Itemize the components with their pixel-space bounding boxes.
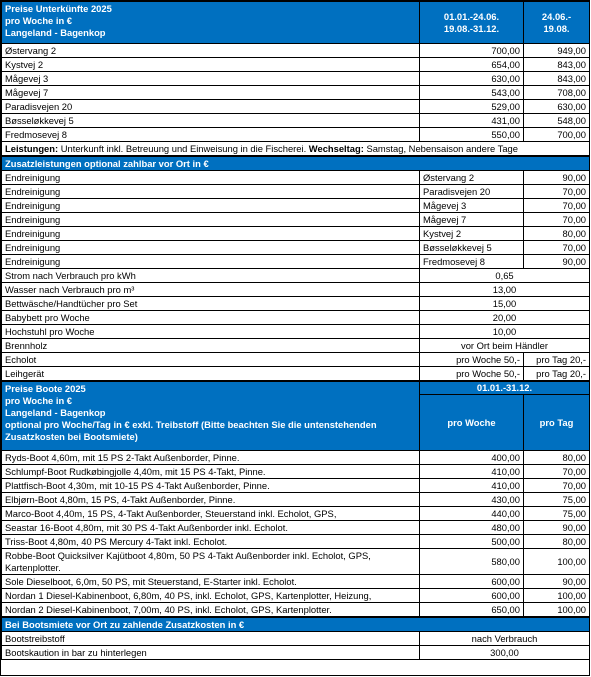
service-price: 90,00 bbox=[524, 255, 590, 269]
boat-day-price: 100,00 bbox=[524, 589, 590, 603]
boat-week-price: 650,00 bbox=[420, 603, 524, 617]
gear-week-price: pro Woche 50,- bbox=[420, 367, 524, 381]
boat-week-price: 430,00 bbox=[420, 493, 524, 507]
service-name: Endreinigung bbox=[2, 213, 420, 227]
accommodation-row bbox=[2, 58, 590, 72]
boat-row bbox=[2, 535, 590, 549]
service-price: 70,00 bbox=[524, 241, 590, 255]
cleaning-row bbox=[2, 199, 590, 213]
service-name: Endreinigung bbox=[2, 255, 420, 269]
accommodation-header-row bbox=[2, 2, 590, 44]
boat-row bbox=[2, 493, 590, 507]
boat-day-price: 80,00 bbox=[524, 535, 590, 549]
price-high-season: 843,00 bbox=[524, 72, 590, 86]
boat-period-header: 01.01.-31.12. bbox=[420, 382, 590, 395]
boat-day-price: 70,00 bbox=[524, 479, 590, 493]
boat-row bbox=[2, 507, 590, 521]
wechseltag-text: Samstag, Nebensaison andere Tage bbox=[363, 142, 518, 154]
accommodation-row bbox=[2, 114, 590, 128]
gear-day-price: pro Tag 20,- bbox=[524, 367, 590, 381]
house-name: Østervang 2 bbox=[420, 171, 524, 185]
leistungen-row bbox=[2, 142, 590, 156]
house-name: Paradisvejen 20 bbox=[2, 100, 420, 114]
extras-title: Zusatzleistungen optional zahlbar vor Ort in € bbox=[2, 157, 590, 171]
cleaning-row bbox=[2, 241, 590, 255]
boat-price-table bbox=[1, 381, 590, 617]
house-name: Bøsseløkkevej 5 bbox=[2, 114, 420, 128]
rental-gear-row bbox=[2, 367, 590, 381]
price-high-season: 630,00 bbox=[524, 100, 590, 114]
boat-day-header: pro Tag bbox=[524, 395, 590, 451]
boat-day-price: 75,00 bbox=[524, 507, 590, 521]
price-low-season: 654,00 bbox=[420, 58, 524, 72]
extra-row bbox=[2, 283, 590, 297]
house-name: Mågevej 3 bbox=[420, 199, 524, 213]
service-price: 80,00 bbox=[524, 227, 590, 241]
gear-name: Echolot bbox=[2, 353, 420, 367]
price-low-season: 550,00 bbox=[420, 128, 524, 142]
boat-row bbox=[2, 589, 590, 603]
service-price: 70,00 bbox=[524, 213, 590, 227]
boat-name: Marco-Boot 4,40m, 15 PS, 4-Takt Außenborder, Steuerstand inkl. Echolot, GPS, bbox=[2, 507, 420, 521]
extra-name: Bettwäsche/Handtücher pro Set bbox=[2, 297, 420, 311]
service-price: 90,00 bbox=[524, 171, 590, 185]
boat-row bbox=[2, 479, 590, 493]
extra-name: Babybett pro Woche bbox=[2, 311, 420, 325]
boat-name: Ryds-Boot 4,60m, mit 15 PS 2-Takt Außenborder, Pinne. bbox=[2, 451, 420, 465]
leistungen-label: Leistungen: bbox=[5, 142, 59, 154]
service-name: Endreinigung bbox=[2, 171, 420, 185]
boat-week-price: 580,00 bbox=[420, 549, 524, 575]
rental-gear-row bbox=[2, 353, 590, 367]
boat-day-price: 70,00 bbox=[524, 465, 590, 479]
boat-week-price: 440,00 bbox=[420, 507, 524, 521]
boat-extra-cost-row bbox=[2, 646, 590, 660]
extra-name: Wasser nach Verbrauch pro m³ bbox=[2, 283, 420, 297]
cost-name: Bootstreibstoff bbox=[2, 632, 420, 646]
extra-name: Hochstuhl pro Woche bbox=[2, 325, 420, 339]
gear-week-price: pro Woche 50,- bbox=[420, 353, 524, 367]
house-name: Fredmosevej 8 bbox=[2, 128, 420, 142]
price-low-season: 630,00 bbox=[420, 72, 524, 86]
boat-row bbox=[2, 549, 590, 575]
house-name: Kystvej 2 bbox=[420, 227, 524, 241]
cost-name: Bootskaution in bar zu hinterlegen bbox=[2, 646, 420, 660]
boat-day-price: 90,00 bbox=[524, 575, 590, 589]
boat-name: Robbe-Boot Quicksilver Kajütboot 4,80m, 50 PS 4-Takt Außenborder inkl. Echolot, GPS, Kartenplotter. bbox=[2, 549, 420, 575]
extra-row bbox=[2, 297, 590, 311]
accommodation-row bbox=[2, 100, 590, 114]
cost-value: nach Verbrauch bbox=[420, 632, 590, 646]
price-low-season: 529,00 bbox=[420, 100, 524, 114]
price-high-season: 700,00 bbox=[524, 128, 590, 142]
house-name: Fredmosevej 8 bbox=[420, 255, 524, 269]
house-name: Østervang 2 bbox=[2, 44, 420, 58]
boat-week-price: 480,00 bbox=[420, 521, 524, 535]
boat-name: Nordan 2 Diesel-Kabinenboot, 7,00m, 40 PS, inkl. Echolot, GPS, Kartenplotter. bbox=[2, 603, 420, 617]
boat-row bbox=[2, 465, 590, 479]
extra-row bbox=[2, 339, 590, 353]
boat-extra-header-row bbox=[2, 618, 590, 632]
house-name: Kystvej 2 bbox=[2, 58, 420, 72]
boat-name: Sole Dieselboot, 6,0m, 50 PS, mit Steuerstand, E-Starter inkl. Echolot. bbox=[2, 575, 420, 589]
boat-extra-cost-row bbox=[2, 632, 590, 646]
cleaning-row bbox=[2, 255, 590, 269]
accommodation-row bbox=[2, 72, 590, 86]
extra-name: Brennholz bbox=[2, 339, 420, 353]
cleaning-row bbox=[2, 171, 590, 185]
boat-day-price: 80,00 bbox=[524, 451, 590, 465]
boat-row bbox=[2, 603, 590, 617]
boat-extra-title: Bei Bootsmiete vor Ort zu zahlende Zusatzkosten in € bbox=[2, 618, 590, 632]
accommodation-title: Preise Unterkünfte 2025 pro Woche in € Langeland - Bagenkop bbox=[2, 2, 420, 44]
price-low-season: 431,00 bbox=[420, 114, 524, 128]
extra-value: 0,65 bbox=[420, 269, 590, 283]
service-name: Endreinigung bbox=[2, 199, 420, 213]
boat-name: Triss-Boot 4,80m, 40 PS Mercury 4-Takt inkl. Echolot. bbox=[2, 535, 420, 549]
boat-week-price: 410,00 bbox=[420, 479, 524, 493]
wechseltag-label: Wechseltag: bbox=[308, 142, 364, 154]
boat-name: Nordan 1 Diesel-Kabinenboot, 6,80m, 40 PS, inkl. Echolot, GPS, Kartenplotter, Heizung, bbox=[2, 589, 420, 603]
gear-day-price: pro Tag 20,- bbox=[524, 353, 590, 367]
boat-week-price: 410,00 bbox=[420, 465, 524, 479]
extra-row bbox=[2, 325, 590, 339]
boat-name: Elbjørn-Boot 4,80m, 15 PS, 4-Takt Außenborder, Pinne. bbox=[2, 493, 420, 507]
service-price: 70,00 bbox=[524, 185, 590, 199]
boat-day-price: 100,00 bbox=[524, 549, 590, 575]
boat-day-price: 75,00 bbox=[524, 493, 590, 507]
accommodation-row bbox=[2, 128, 590, 142]
price-high-season: 708,00 bbox=[524, 86, 590, 100]
extra-value: 15,00 bbox=[420, 297, 590, 311]
extras-table bbox=[1, 156, 590, 381]
extra-row bbox=[2, 311, 590, 325]
price-low-season: 700,00 bbox=[420, 44, 524, 58]
gear-name: Leihgerät bbox=[2, 367, 420, 381]
accommodation-price-table bbox=[1, 1, 590, 156]
boat-week-header: pro Woche bbox=[420, 395, 524, 451]
boat-week-price: 500,00 bbox=[420, 535, 524, 549]
cost-value: 300,00 bbox=[420, 646, 590, 660]
extras-header-row bbox=[2, 157, 590, 171]
extra-row bbox=[2, 269, 590, 283]
price-low-season: 543,00 bbox=[420, 86, 524, 100]
leistungen-text: Unterkunft inkl. Betreuung und Einweisung in die Fischerei. bbox=[58, 142, 309, 154]
boat-day-price: 100,00 bbox=[524, 603, 590, 617]
boat-name: Seastar 16-Boot 4,80m, mit 30 PS 4-Takt Außenborder inkl. Echolot. bbox=[2, 521, 420, 535]
house-name: Paradisvejen 20 bbox=[420, 185, 524, 199]
boat-week-price: 400,00 bbox=[420, 451, 524, 465]
extra-value: 13,00 bbox=[420, 283, 590, 297]
season-low-header: 01.01.-24.06. 19.08.-31.12. bbox=[420, 2, 524, 44]
boat-row bbox=[2, 521, 590, 535]
price-high-season: 949,00 bbox=[524, 44, 590, 58]
boat-row bbox=[2, 575, 590, 589]
house-name: Mågevej 3 bbox=[2, 72, 420, 86]
house-name: Bøsseløkkevej 5 bbox=[420, 241, 524, 255]
price-high-season: 843,00 bbox=[524, 58, 590, 72]
accommodation-row bbox=[2, 44, 590, 58]
boat-extra-costs-table bbox=[1, 617, 590, 660]
accommodation-row bbox=[2, 86, 590, 100]
boat-day-price: 90,00 bbox=[524, 521, 590, 535]
house-name: Mågevej 7 bbox=[2, 86, 420, 100]
service-price: 70,00 bbox=[524, 199, 590, 213]
boat-name: Schlumpf-Boot Rudkøbingjolle 4,40m, mit 15 PS 4-Takt, Pinne. bbox=[2, 465, 420, 479]
extra-value: vor Ort beim Händler bbox=[420, 339, 590, 353]
boat-title: Preise Boote 2025 pro Woche in € Langeland - Bagenkop optional pro Woche/Tag in € exkl. Treibstoff (Bitte beachten Sie die untenstehenden Zusatzkosten bei Bootsmiete) bbox=[2, 382, 420, 451]
extra-value: 20,00 bbox=[420, 311, 590, 325]
service-name: Endreinigung bbox=[2, 185, 420, 199]
price-high-season: 548,00 bbox=[524, 114, 590, 128]
boat-week-price: 600,00 bbox=[420, 575, 524, 589]
extra-value: 10,00 bbox=[420, 325, 590, 339]
service-name: Endreinigung bbox=[2, 241, 420, 255]
cleaning-row bbox=[2, 185, 590, 199]
boat-header-row-1 bbox=[2, 382, 590, 395]
cleaning-row bbox=[2, 227, 590, 241]
house-name: Mågevej 7 bbox=[420, 213, 524, 227]
boat-week-price: 600,00 bbox=[420, 589, 524, 603]
boat-name: Plattfisch-Boot 4,30m, mit 10-15 PS 4-Takt Außenborder, Pinne. bbox=[2, 479, 420, 493]
boat-row bbox=[2, 451, 590, 465]
service-name: Endreinigung bbox=[2, 227, 420, 241]
cleaning-row bbox=[2, 213, 590, 227]
extra-name: Strom nach Verbrauch pro kWh bbox=[2, 269, 420, 283]
season-high-header: 24.06.- 19.08. bbox=[524, 2, 590, 44]
